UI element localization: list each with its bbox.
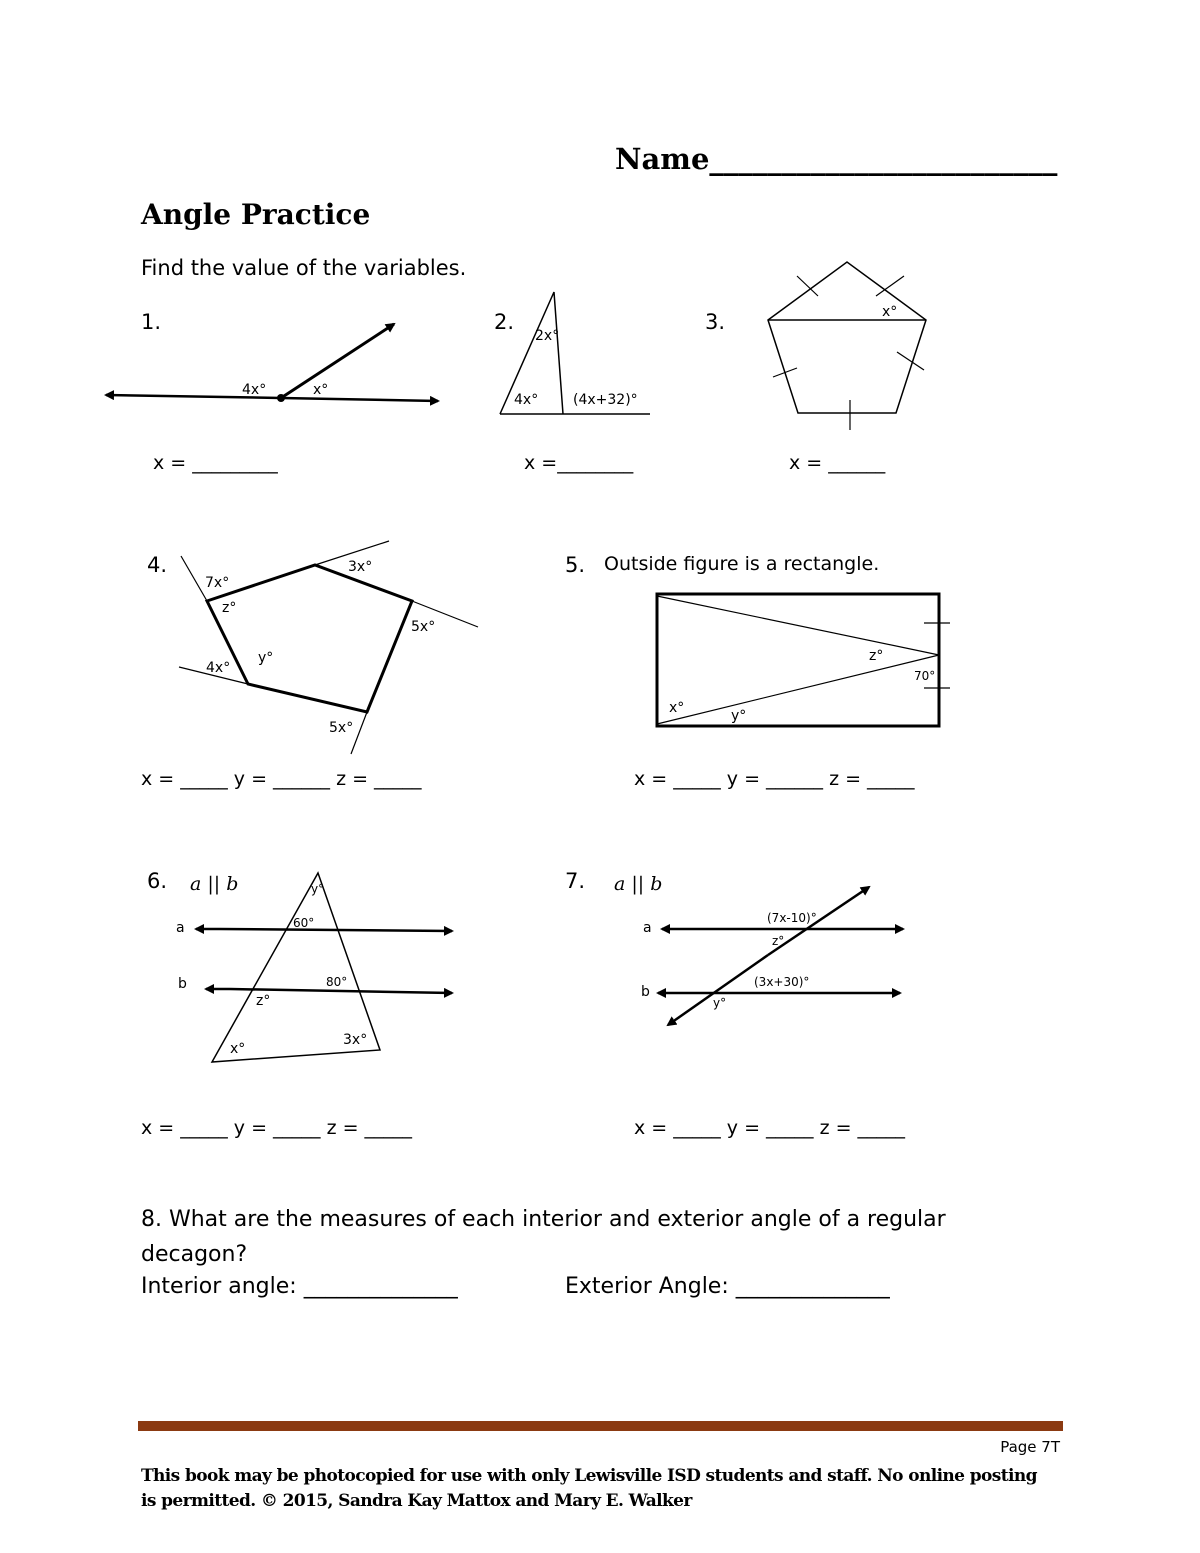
problem-5-answer[interactable]: x = _____ y = ______ z = _____	[634, 768, 915, 790]
fig4-label-y: y°	[258, 650, 274, 666]
fig7-label-y: y°	[713, 996, 727, 1010]
fig6-label-x: x°	[230, 1041, 246, 1057]
figure-3	[768, 262, 926, 430]
problem-3-answer[interactable]: x = ______	[789, 452, 886, 474]
fig7-line-a: a	[643, 920, 652, 936]
fig4-label-4x: 4x°	[206, 660, 231, 676]
figure-2	[500, 292, 650, 414]
interior-angle-answer[interactable]: Interior angle: ______________	[141, 1274, 458, 1299]
problem-3-number: 3.	[705, 310, 726, 334]
figure-4	[179, 541, 478, 754]
name-field[interactable]: Name________________________	[615, 142, 1058, 176]
problem-8-question: 8. What are the measures of each interior and exterior angle of a regular decagon?	[141, 1207, 946, 1267]
problem-1-number: 1.	[141, 310, 162, 334]
fig4-label-3x: 3x°	[348, 559, 373, 575]
page-number: Page 7T	[1000, 1438, 1060, 1456]
figure-1	[106, 324, 438, 402]
fig1-label-4x: 4x°	[242, 382, 267, 398]
problem-6-number: 6.	[147, 869, 168, 893]
fig6-label-80: 80°	[326, 975, 348, 989]
problem-4-answer[interactable]: x = _____ y = ______ z = _____	[141, 768, 422, 790]
page-title: Angle Practice	[141, 198, 371, 231]
fig5-label-70: 70°	[914, 669, 936, 683]
problem-6-answer[interactable]: x = _____ y = _____ z = _____	[141, 1117, 413, 1139]
problem-2-number: 2.	[494, 310, 515, 334]
fig1-label-x: x°	[313, 382, 329, 398]
fig5-label-x: x°	[669, 700, 685, 716]
problem-2-answer[interactable]: x =________	[524, 452, 634, 474]
fig5-label-z: z°	[869, 648, 884, 664]
fig6-line-a: a	[176, 920, 185, 936]
fig2-label-4x: 4x°	[514, 392, 539, 408]
problem-5-note: Outside figure is a rectangle.	[604, 553, 880, 575]
figure-7	[614, 873, 903, 1025]
fig6-line-b: b	[178, 976, 187, 992]
fig6-label-z: z°	[256, 993, 271, 1009]
footer-divider	[138, 1421, 1063, 1431]
fig6-parallel-note: a || b	[190, 873, 239, 895]
fig2-label-4x32: (4x+32)°	[573, 392, 638, 408]
figure-6	[176, 873, 452, 1062]
problem-1-answer[interactable]: x = _________	[153, 452, 278, 474]
fig6-label-60: 60°	[293, 916, 315, 930]
fig4-label-z: z°	[222, 600, 237, 616]
problem-4-number: 4.	[147, 553, 168, 577]
fig4-label-5x-bottom: 5x°	[329, 720, 354, 736]
fig2-label-2x: 2x°	[535, 328, 560, 344]
fig6-label-y: y°	[311, 882, 325, 896]
fig7-line-b: b	[641, 984, 650, 1000]
fig3-label-x: x°	[882, 304, 898, 320]
fig7-label-3x30: (3x+30)°	[754, 975, 810, 989]
problem-7-number: 7.	[565, 869, 586, 893]
fig5-label-y: y°	[731, 708, 747, 724]
figure-5	[657, 594, 950, 726]
fig4-label-7x: 7x°	[205, 575, 230, 591]
fig7-parallel-note: a || b	[614, 873, 663, 895]
fig4-label-5x-right: 5x°	[411, 619, 436, 635]
problem-5-number: 5.	[565, 553, 586, 577]
fig6-label-3x: 3x°	[343, 1032, 368, 1048]
copyright-notice: This book may be photocopied for use with only Lewisville ISD students and staff. No online posting is permitted. © 2015, Sandra Kay Mattox and Mary E. Walker	[141, 1466, 1037, 1511]
fig7-label-z: z°	[772, 934, 785, 948]
problem-7-answer[interactable]: x = _____ y = _____ z = _____	[634, 1117, 906, 1139]
instructions: Find the value of the variables.	[141, 256, 467, 280]
exterior-angle-answer[interactable]: Exterior Angle: ______________	[565, 1274, 890, 1299]
fig7-label-7x10: (7x-10)°	[767, 911, 817, 925]
